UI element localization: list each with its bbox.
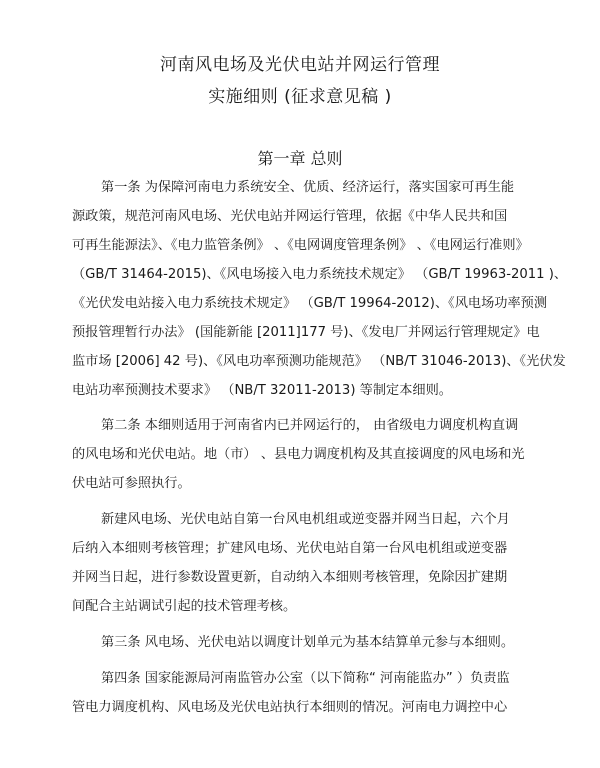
document-title-line-1: 河南风电场及光伏电站并网运行管理 xyxy=(160,55,440,75)
body-line: 管电力调度机构、风电场及光伏电站执行本细则的情况。河南电力调控中心 xyxy=(72,700,508,715)
body-line: 并网当日起，进行参数设置更新，自动纳入本细则考核管理，免除因扩建期 xyxy=(72,570,508,585)
body-line: （GB/T 31464-2015)、《风电场接入电力系统技术规定》 （GB/T 19963-2011 )、 xyxy=(72,267,568,282)
document-title-line-2: 实施细则 (征求意见稿 ) xyxy=(208,87,392,107)
body-line: 源政策，规范河南风电场、光伏电站并网运行管理，依据《中华人民共和国 xyxy=(72,209,508,224)
body-line: 第三条 风电场、光伏电站以调度计划单元为基本结算单元参与本细则。 xyxy=(101,635,515,650)
body-line: 第二条 本细则适用于河南省内已并网运行的， 由省级电力调度机构直调 xyxy=(101,418,519,433)
body-line: 预报管理暂行办法》 (国能新能 [2011]177 号)、《发电厂并网运行管理规定》电 xyxy=(72,325,540,340)
chapter-heading: 第一章 总则 xyxy=(257,149,343,168)
body-line: 的风电场和光伏电站。地（市） 、县电力调度机构及其直接调度的风电场和光 xyxy=(72,447,525,462)
body-line: 新建风电场、光伏电站自第一台风电机组或逆变器并网当日起，六个月 xyxy=(101,512,510,527)
body-line: 第四条 国家能源局河南监管办公室（以下简称“ 河南能监办” ）负责监 xyxy=(101,671,510,686)
body-line: 伏电站可参照执行。 xyxy=(72,476,191,491)
body-line: 监市场 [2006] 42 号)、《风电功率预测功能规范》 （NB/T 31046-2013)、《光伏发 xyxy=(72,354,566,369)
body-line: 可再生能源法》、《电力监管条例》 、《电网调度管理条例》 、《电网运行准则》 xyxy=(72,238,529,253)
body-line: 间配合主站调试引起的技术管理考核。 xyxy=(72,599,297,614)
body-line: 电站功率预测技术要求》 （NB/T 32011-2013) 等制定本细则。 xyxy=(72,383,452,398)
body-line: 《光伏发电站接入电力系统技术规定》 （GB/T 19964-2012)、《风电场功率预测 xyxy=(72,296,548,311)
body-line: 第一条 为保障河南电力系统安全、优质、经济运行，落实国家可再生能 xyxy=(101,180,515,195)
body-line: 后纳入本细则考核管理；扩建风电场、光伏电站自第一台风电机组或逆变器 xyxy=(72,541,508,556)
